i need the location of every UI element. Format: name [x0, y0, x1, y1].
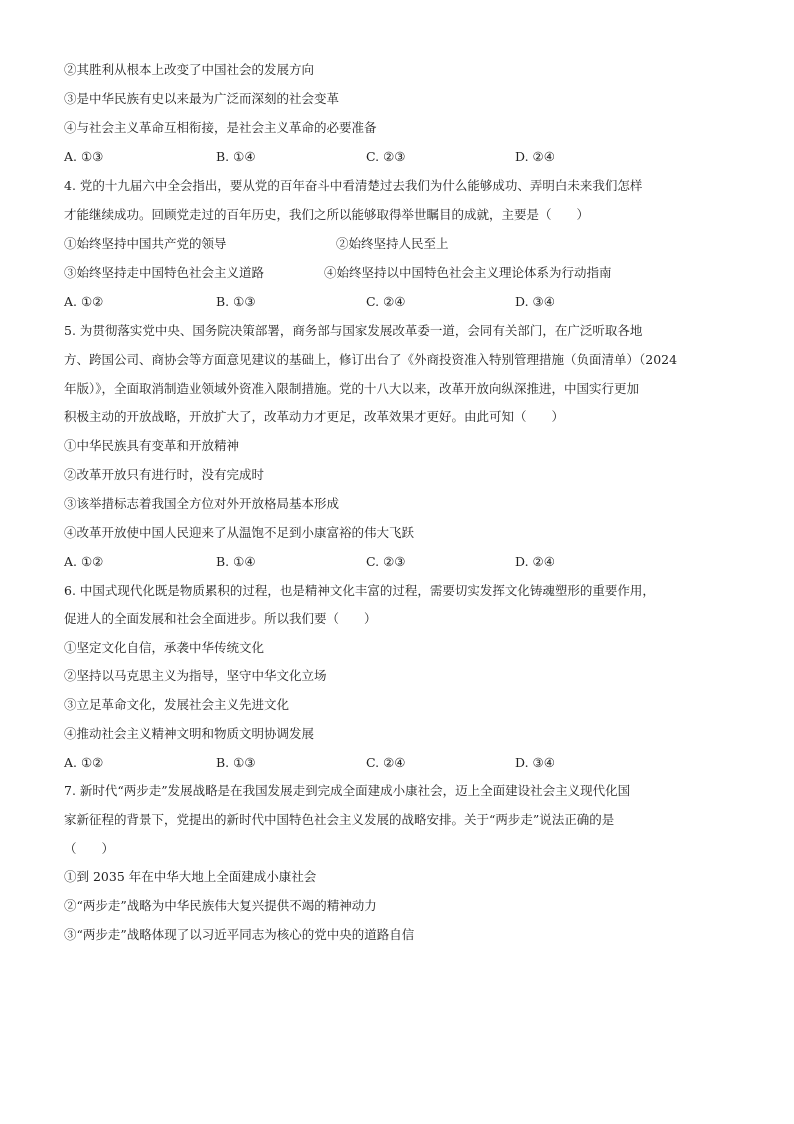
- q3-option-c: C. ②③: [366, 149, 406, 164]
- q4-option-b: B. ①③: [216, 294, 256, 309]
- q4-item-4: ④始终坚持以中国特色社会主义理论体系为行动指南: [324, 265, 612, 280]
- q4-stem-line-2: 才能继续成功。回顾党走过的百年历史，我们之所以能够取得举世瞩目的成就，主要是（ ）: [64, 207, 590, 222]
- q6-option-c: C. ②④: [366, 755, 406, 770]
- q6-stem-line-2: 促进人的全面发展和社会全面进步。所以我们要（ ）: [64, 611, 377, 626]
- q7-item-3: ③“两步走”战略体现了以习近平同志为核心的党中央的道路自信: [64, 927, 415, 942]
- q6-item-1: ①坚定文化自信，承袭中华传统文化: [64, 640, 265, 655]
- q7-item-1: ①到 2035 年在中华大地上全面建成小康社会: [64, 869, 317, 884]
- q6-item-2: ②坚持以马克思主义为指导，坚守中华文化立场: [64, 668, 327, 683]
- q5-stem-line-1: 5. 为贯彻落实党中央、国务院决策部署，商务部与国家发展改革委一道，会同有关部门，在广泛听取各地: [64, 323, 643, 338]
- q4-items-row-1: [64, 236, 724, 252]
- q4-stem-line-1: 4. 党的十九届六中全会指出，要从党的百年奋斗中看清楚过去我们为什么能够成功、弄明白未来我们怎样: [64, 178, 643, 193]
- q3-item-4: ④与社会主义革命互相衔接，是社会主义革命的必要准备: [64, 120, 377, 135]
- q4-option-d: D. ③④: [515, 294, 555, 309]
- q3-option-d: D. ②④: [515, 149, 555, 164]
- q7-item-2: ②“两步走”战略为中华民族伟大复兴提供不竭的精神动力: [64, 898, 377, 913]
- q5-option-c: C. ②③: [366, 554, 406, 569]
- q5-item-1: ①中华民族具有变革和开放精神: [64, 438, 240, 453]
- q4-option-a: A. ①②: [64, 294, 104, 309]
- q3-item-2: ②其胜利从根本上改变了中国社会的发展方向: [64, 62, 315, 77]
- q6-options: [64, 755, 724, 771]
- q6-item-4: ④推动社会主义精神文明和物质文明协调发展: [64, 726, 315, 741]
- q4-item-1: ①始终坚持中国共产党的领导: [64, 236, 227, 251]
- q5-item-2: ②改革开放只有进行时，没有完成时: [64, 467, 265, 482]
- q4-item-2: ②始终坚持人民至上: [336, 236, 449, 251]
- q5-item-3: ③该举措标志着我国全方位对外开放格局基本形成: [64, 496, 340, 511]
- q5-option-b: B. ①④: [216, 554, 256, 569]
- q3-options: [64, 149, 724, 165]
- q3-option-b: B. ①④: [216, 149, 256, 164]
- q5-item-4: ④改革开放使中国人民迎来了从温饱不足到小康富裕的伟大飞跃: [64, 525, 415, 540]
- q7-stem-line-1: 7. 新时代“两步走”发展战略是在我国发展走到完成全面建成小康社会，迈上全面建设社会主义现代化国: [64, 783, 631, 798]
- q5-options: [64, 554, 724, 570]
- q7-stem-line-3: （ ）: [64, 841, 115, 856]
- q4-option-c: C. ②④: [366, 294, 406, 309]
- q6-stem-line-1: 6. 中国式现代化既是物质累积的过程，也是精神文化丰富的过程，需要切实发挥文化铸魂塑形的重要作用，: [64, 583, 655, 598]
- q7-stem-line-2: 家新征程的背景下，党提出的新时代中国特色社会主义发展的战略安排。关于“两步走”说法正确的是: [64, 812, 615, 827]
- q4-item-3: ③始终坚持走中国特色社会主义道路: [64, 265, 265, 280]
- q5-option-d: D. ②④: [515, 554, 555, 569]
- q6-option-d: D. ③④: [515, 755, 555, 770]
- q6-option-a: A. ①②: [64, 755, 104, 770]
- q4-options: [64, 294, 724, 310]
- q4-items-row-2: [64, 265, 724, 281]
- q5-stem-line-4: 积极主动的开放战略，开放扩大了，改革动力才更足，改革效果才更好。由此可知（ ）: [64, 409, 565, 424]
- q5-stem-line-3: 年版）》，全面取消制造业领域外资准入限制措施。党的十八大以来，改革开放向纵深推进，中国实行更加: [64, 381, 640, 396]
- q5-stem-line-2: 方、跨国公司、商协会等方面意见建议的基础上，修订出台了《外商投资准入特别管理措施（负面清单）（2024: [64, 352, 678, 367]
- q5-option-a: A. ①②: [64, 554, 104, 569]
- q3-item-3: ③是中华民族有史以来最为广泛而深刻的社会变革: [64, 91, 340, 106]
- q6-option-b: B. ①③: [216, 755, 256, 770]
- q3-option-a: A. ①③: [64, 149, 104, 164]
- q6-item-3: ③立足革命文化，发展社会主义先进文化: [64, 697, 290, 712]
